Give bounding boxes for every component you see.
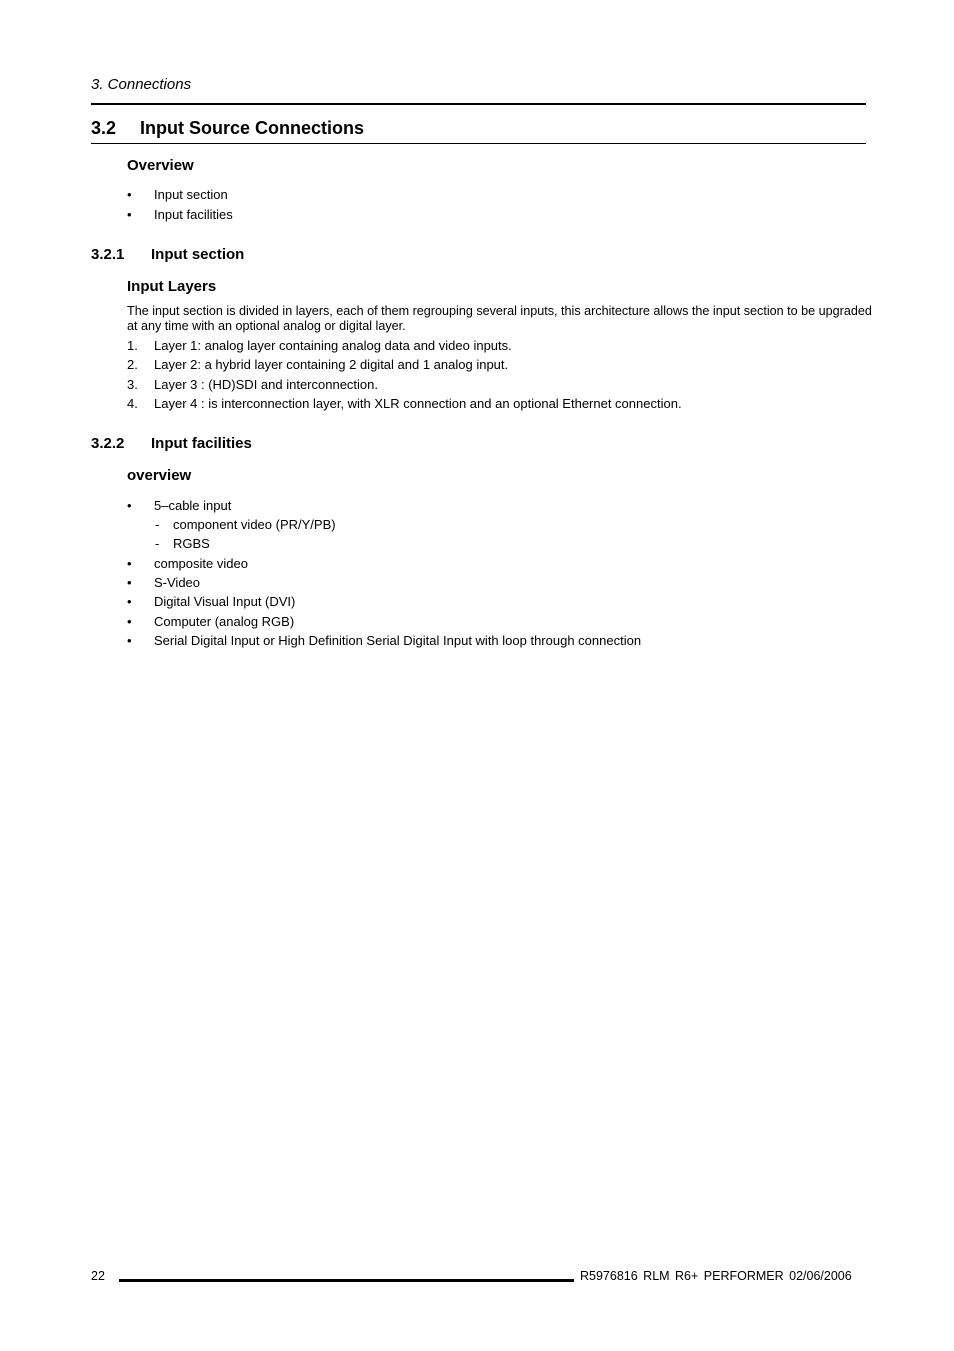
- overview-heading: Overview: [127, 157, 194, 174]
- layer-marker: 4.: [127, 396, 138, 411]
- running-header: 3. Connections: [91, 76, 192, 93]
- layer-marker: 3.: [127, 377, 138, 392]
- facility-bullet: •: [127, 614, 132, 629]
- facility-subitem: RGBS: [173, 536, 210, 551]
- layer-item: Layer 2: a hybrid layer containing 2 digital and 1 analog input.: [154, 357, 509, 372]
- overview-item-input-section: Input section: [154, 187, 228, 202]
- facility-item: Digital Visual Input (DVI): [154, 594, 296, 609]
- facility-bullet: •: [127, 556, 132, 571]
- facility-item: composite video: [154, 556, 248, 571]
- facility-bullet: •: [127, 575, 132, 590]
- facility-bullet: •: [127, 498, 132, 513]
- layer-marker: 2.: [127, 357, 138, 372]
- facility-bullet: •: [127, 594, 132, 609]
- layer-item: Layer 1: analog layer containing analog data and video inputs.: [154, 338, 512, 353]
- overview-bullet: •: [127, 207, 132, 222]
- section-rule: [91, 143, 866, 144]
- facility-dash: -: [155, 536, 160, 551]
- facility-item: Computer (analog RGB): [154, 614, 295, 629]
- subsection-heading-input-facilities: [91, 435, 252, 452]
- facility-bullet: •: [127, 633, 132, 648]
- facility-item: S-Video: [154, 575, 201, 590]
- subsection-heading-input-section: [91, 246, 244, 263]
- facility-item: Serial Digital Input or High Definition Serial Digital Input with loop through connection: [154, 633, 642, 648]
- facility-subitem: component video (PR/Y/PB): [173, 517, 336, 532]
- section-title: Input Source Connections: [140, 118, 365, 138]
- facilities-overview-heading: overview: [127, 467, 192, 484]
- page-number: 22: [91, 1269, 105, 1283]
- layer-item: Layer 4 : is interconnection layer, with XLR connection and an optional Ethernet connection.: [154, 396, 682, 411]
- input-layers-paragraph: The input section is divided in layers, each of them regrouping several inputs, this architecture allows the input section to be upgraded at any time with an optional analog or digital layer.: [127, 304, 872, 333]
- layer-marker: 1.: [127, 338, 138, 353]
- section-number: 3.2: [91, 118, 117, 138]
- subsection-title: Input section: [151, 246, 245, 263]
- overview-item-input-facilities: Input facilities: [154, 207, 233, 222]
- overview-bullet: •: [127, 187, 132, 202]
- subsection-number: 3.2.1: [91, 246, 125, 263]
- subsection-number: 3.2.2: [91, 435, 125, 452]
- section-heading: [91, 118, 364, 139]
- document-reference: R5976816 RLM R6+ PERFORMER 02/06/2006: [580, 1269, 852, 1283]
- subsection-title: Input facilities: [151, 435, 252, 452]
- input-layers-heading: Input Layers: [127, 278, 217, 295]
- layer-item: Layer 3 : (HD)SDI and interconnection.: [154, 377, 378, 392]
- footer-rule: [119, 1279, 574, 1282]
- facility-item: 5–cable input: [154, 498, 232, 513]
- facility-dash: -: [155, 517, 160, 532]
- header-rule: [91, 103, 866, 105]
